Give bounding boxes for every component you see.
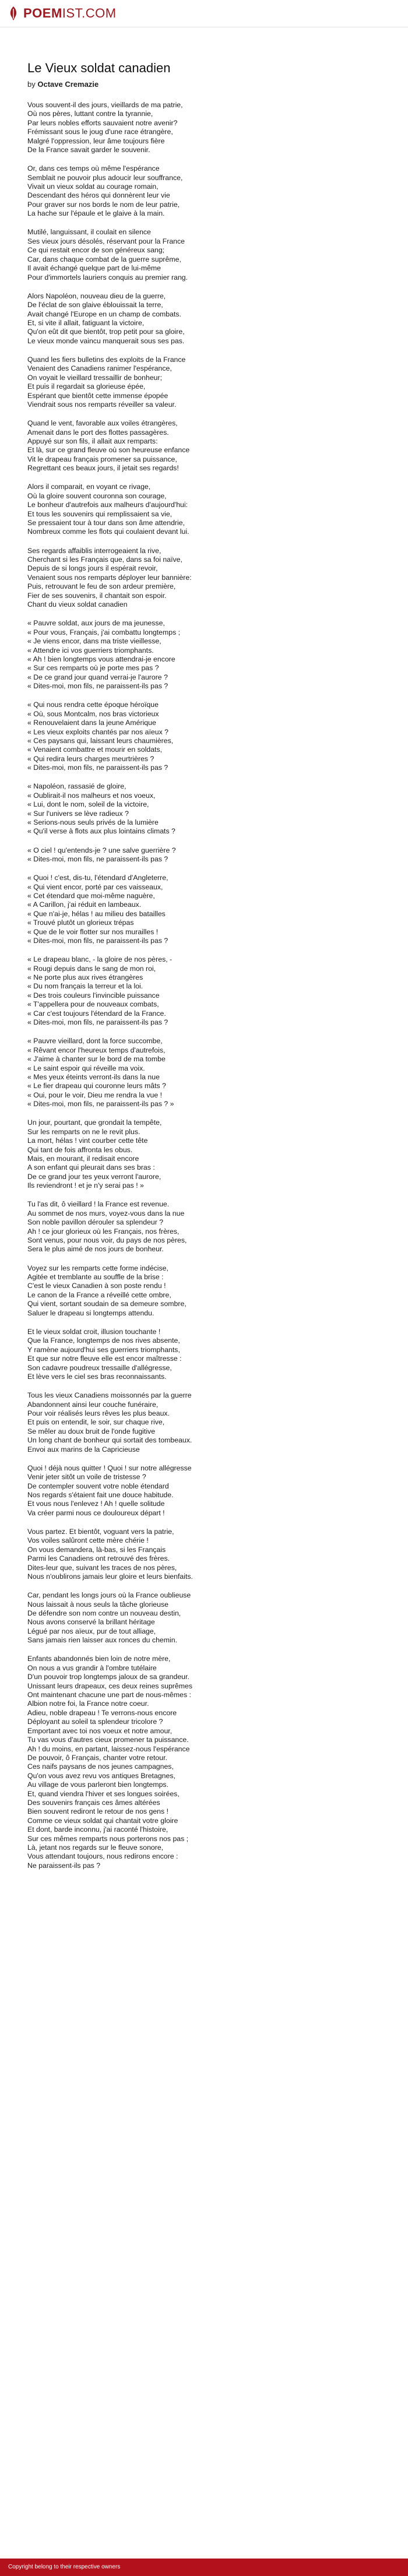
poem-line: Ces naifs paysans de nos jeunes campagnes, <box>27 1762 174 1771</box>
poem-line: « Ne porte plus aux rives étrangères <box>27 973 143 982</box>
poem-line: Légué par nos aïeux, pur de tout alliage, <box>27 1627 156 1635</box>
poem-title: Le Vieux soldat canadien <box>27 61 171 75</box>
poem-line: « Je viens encor, dans ma triste vieillesse, <box>27 637 161 646</box>
poem-line: De défendre son nom contre un nouveau destin, <box>27 1609 181 1618</box>
poem-line: Saluer le drapeau si longtemps attendu. <box>27 1308 154 1317</box>
poem-author[interactable]: Octave Cremazie <box>37 80 99 89</box>
poem-line: Quoi ! déjà nous quitter ! Quoi ! sur notre allégresse <box>27 1463 192 1472</box>
poem-line: Unissant leurs drapeaux, ces deux reines suprêmes <box>27 1681 192 1690</box>
poem-line: « Qui vient encor, porté par ces vaisseaux, <box>27 882 163 891</box>
poem-line: Ils reviendront ! et je n'y serai pas ! » <box>27 1181 144 1190</box>
poem-line: De contempler souvent votre noble étendard <box>27 1481 169 1490</box>
poem-stanza <box>27 356 377 409</box>
poem-line: « Serions-nous seuls privés de la lumière <box>27 818 159 826</box>
logo-text-bold: POEM <box>23 6 62 20</box>
poem-line: « Le drapeau blanc, - la gloire de nos pères, - <box>27 955 173 964</box>
poem-line: « Cet étendard que moi-même naguère, <box>27 892 155 900</box>
poem-line: Abandonnent ainsi leur couche funéraire, <box>27 1400 159 1409</box>
poem-line: Venaient sous nos remparts déployer leur bannière: <box>27 573 192 582</box>
poem-line: Vous partez. Et bientôt, voguant vers la patrie, <box>27 1527 174 1536</box>
poem-line: Adieu, noble drapeau ! Te verrons-nous encore <box>27 1708 177 1717</box>
poem-stanza <box>27 1037 377 1108</box>
poem-line: Ah ! du moins, en partant, laissez-nous l'espérance <box>27 1744 190 1753</box>
poem-line: Un jour, pourtant, que grondait la tempête, <box>27 1118 162 1127</box>
poem-stanza <box>27 1655 377 1870</box>
poem-line: Qu'on vous avez revu vos antiques Bretagnes, <box>27 1771 175 1780</box>
poem-stanza <box>27 1200 377 1254</box>
poem-line: Son noble pavillon dérouler sa splendeur ? <box>27 1218 164 1227</box>
poem-line: Se pressaient tour à tour dans son âme attendrie, <box>27 519 185 527</box>
poem-body <box>27 101 377 1870</box>
poem-line: Emportant avec toi nos voeux et notre amour, <box>27 1726 173 1735</box>
poem-stanza <box>27 955 377 1027</box>
poem-line: Frémissant sous le joug d'une race étrangère, <box>27 128 173 136</box>
poem-line: Enfants abandonnés bien loin de notre mère, <box>27 1655 171 1663</box>
poem-line: « Où, sous Montcalm, nos bras victorieux <box>27 709 159 718</box>
poem-line: Puis, retrouvant le feu de son ardeur première, <box>27 582 176 591</box>
poem-line: Son cadavre poudreux tressaille d'allégresse, <box>27 1363 172 1372</box>
poem-line: Nous laissait à nous seuls la tâche glorieuse <box>27 1600 168 1609</box>
poem-line: « Pauvre vieillard, dont la force succombe, <box>27 1037 163 1046</box>
poem-line: « Qu'il verse à flots aux plus lointains climats ? <box>27 827 175 836</box>
poem-stanza <box>27 846 377 864</box>
poem-line: « Oublirait-il nos malheurs et nos voeux, <box>27 791 156 800</box>
poem-line: Pour graver sur nos bords le nom de leur patrie, <box>27 200 180 209</box>
poem-line: Le vieux monde vaincu manquerait sous ses pas. <box>27 336 185 345</box>
poem-line: Ah ! ce jour glorieux où les Français, nos frères, <box>27 1227 180 1236</box>
poem-line: Malgré l'oppression, leur âme toujours fière <box>27 136 165 145</box>
poem-stanza <box>27 228 377 281</box>
poem-line: Et dont, barde inconnu, j'ai raconté l'histoire, <box>27 1825 168 1834</box>
poem-line: Où nos pères, luttant contre la tyrannie, <box>27 110 153 118</box>
poem-stanza <box>27 483 377 536</box>
site-logo[interactable] <box>7 6 117 21</box>
poem-line: Là, jetant nos regards sur le fleuve sonore, <box>27 1843 164 1852</box>
poem-line: « A Carillon, j'ai réduit en lambeaux. <box>27 900 142 909</box>
poem-line: Au sommet de nos murs, voyez-vous dans la nue <box>27 1209 185 1217</box>
poem-line: « Le fier drapeau qui couronne leurs mâts ? <box>27 1082 166 1090</box>
poem-line: « T'appellera pour de nouveaux combats, <box>27 1000 159 1009</box>
poem-line: « Dites-moi, mon fils, ne paraissent-ils pas ? <box>27 682 168 691</box>
poem-line: Vous souvent-il des jours, vieillards de ma patrie, <box>27 101 183 109</box>
poem-line: Quand le vent, favorable aux voiles étrangères, <box>27 419 178 428</box>
poem-line: Par leurs nobles efforts sauvaient notre avenir? <box>27 118 178 127</box>
poem-line: « Renouvelaient dans la jeune Amérique <box>27 719 156 727</box>
poem-line: Nos regards s'étaient fait une douce habitude. <box>27 1490 174 1499</box>
poem-line: « Les vieux exploits chantés par nos aïeux ? <box>27 727 168 736</box>
poem-stanza <box>27 292 377 346</box>
poem-line: « Car c'est toujours l'étendard de la France. <box>27 1009 166 1018</box>
poem-line: « Pauvre soldat, aux jours de ma jeunesse, <box>27 619 165 628</box>
poem-content <box>27 61 377 1880</box>
poem-line: Alors il comparait, en voyant ce rivage, <box>27 483 151 491</box>
poem-line: On nous a vus grandir à l'ombre tutélaire <box>27 1663 157 1672</box>
poem-line: « Ah ! bien longtemps vous attendrai-je encore <box>27 654 175 663</box>
poem-line: Il avait échangé quelque part de lui-même <box>27 264 161 273</box>
poem-line: Et là, sur ce grand fleuve où son heureuse enfance <box>27 446 190 455</box>
poem-line: Ont maintenant chacune une part de nous-mêmes : <box>27 1691 191 1699</box>
poem-line: Vivait un vieux soldat au courage romain, <box>27 182 159 191</box>
poem-line: « De ce grand jour quand verrai-je l'aurore ? <box>27 673 168 681</box>
poem-line: De ce grand jour tes yeux verront l'aurore, <box>27 1172 161 1181</box>
poem-line: « Attendre ici vos guerriers triomphants. <box>27 646 154 654</box>
poem-line: Un long chant de bonheur qui sortait des tombeaux. <box>27 1436 192 1445</box>
poem-line: Nous avons conservé la brillant héritage <box>27 1618 155 1627</box>
poem-line: Et que sur notre fleuve elle est encor maîtresse : <box>27 1354 182 1363</box>
poem-stanza <box>27 1264 377 1318</box>
poem-stanza <box>27 874 377 945</box>
poem-line: Car, pendant les longs jours où la France oublieuse <box>27 1591 191 1600</box>
poem-line: De pouvoir, ô Français, chanter votre retour. <box>27 1753 167 1762</box>
poem-line: « Des trois couleurs l'invincible puissance <box>27 991 160 1000</box>
poem-stanza <box>27 1528 377 1581</box>
poem-line: Car, dans chaque combat de la guerre suprême, <box>27 255 181 263</box>
poem-line: Le canon de la France a réveillé cette ombre, <box>27 1290 171 1299</box>
poem-line: Qu'on eût dit que bientôt, trop petit pour sa gloire, <box>27 328 185 336</box>
poem-line: Venir jeter sitôt un voile de tristesse ? <box>27 1473 146 1481</box>
by-label: by <box>27 80 36 89</box>
poem-stanza <box>27 1591 377 1645</box>
poem-line: Ses vieux jours désolés, réservant pour la France <box>27 237 185 245</box>
poem-line: Semblait ne pouvoir plus adoucir leur souffrance, <box>27 173 183 182</box>
poem-line: Dites-leur que, suivant les traces de nos pères, <box>27 1563 177 1572</box>
poem-line: Appuyé sur son fils, il allait aux remparts: <box>27 437 158 445</box>
poem-line: « Pour vous, Français, j'ai combattu longtemps ; <box>27 628 181 636</box>
poem-line: Albion notre foi, la France notre coeur. <box>27 1699 149 1708</box>
poem-line: Sont venus, pour nous voir, du pays de nos pères, <box>27 1236 187 1245</box>
poem-line: « Dites-moi, mon fils, ne paraissent-ils pas ? <box>27 937 168 945</box>
logo-text-thin: IST.COM <box>62 6 117 20</box>
poem-line: Sur les remparts on ne le revit plus. <box>27 1127 140 1136</box>
poem-line: « Qui redira leurs charges meurtrières ? <box>27 754 154 763</box>
poem-line: Où la gloire souvent couronna son courage, <box>27 491 167 500</box>
poem-line: Tous les vieux Canadiens moissonnés par la guerre <box>27 1391 192 1400</box>
poem-line: « Ces paysans qui, laissant leurs chaumières, <box>27 736 174 745</box>
poem-line: Fier de ses souvenirs, il chantait son espoir. <box>27 591 167 600</box>
poem-line: Comme ce vieux soldat qui chantait votre gloire <box>27 1816 178 1825</box>
poem-stanza <box>27 701 377 772</box>
poem-line: « Venaient combattre et mourir en soldats, <box>27 745 163 754</box>
quill-pen-icon <box>7 6 20 21</box>
poem-stanza <box>27 101 377 154</box>
poem-line: « O ciel ! qu'entends-je ? une salve guerrière ? <box>27 846 176 854</box>
poem-stanza <box>27 419 377 473</box>
poem-line: Nombreux comme les flots qui coulaient devant lui. <box>27 527 189 536</box>
poem-line: Et, si vite il allait, fatiguant la victoire, <box>27 318 145 327</box>
poem-line: Et le vieux soldat croit, illusion touchante ! <box>27 1327 161 1336</box>
poem-line: Se mêler au doux bruit de l'onde fugitive <box>27 1427 156 1435</box>
poem-line: Pour voir réalisés leurs rêves les plus beaux. <box>27 1409 170 1417</box>
poem-line: Va créer parmi nous ce douloureux départ ! <box>27 1508 165 1517</box>
poem-line: Sans jamais rien laisser aux ronces du chemin. <box>27 1636 177 1645</box>
poem-line: Le bonheur d'autrefois aux malheurs d'aujourd'hui: <box>27 501 188 509</box>
poem-line: Chant du vieux soldat canadien <box>27 600 128 609</box>
poem-line: « Sur ces remparts où je porte mes pas ? <box>27 664 159 673</box>
poem-line: « Dites-moi, mon fils, ne paraissent-ils pas ? » <box>27 1100 174 1108</box>
poem-line: « Quoi ! c'est, dis-tu, l'étendard d'Angleterre, <box>27 874 168 882</box>
poem-line: Avait changé l'Europe en un champ de combats. <box>27 309 181 318</box>
poem-line: Depuis de si longs jours il espérait revoir, <box>27 564 158 573</box>
poem-stanza <box>27 1328 377 1381</box>
poem-line: « Dites-moi, mon fils, ne paraissent-ils pas ? <box>27 763 168 772</box>
poem-line: A son enfant qui pleurait dans ses bras : <box>27 1163 155 1172</box>
poem-line: Mais, en mourant, il redisait encore <box>27 1154 139 1163</box>
poem-line: « Dites-moi, mon fils, ne paraissent-ils pas ? <box>27 1018 168 1027</box>
poem-line: Au village de vous parleront bien longtemps. <box>27 1780 168 1789</box>
poem-line: Et tous les souvenirs qui remplissaient sa vie, <box>27 509 173 518</box>
poem-byline <box>27 79 377 89</box>
poem-line: Alors Napoléon, nouveau dieu de la guerre, <box>27 291 166 300</box>
poem-line: C'est le vieux Canadien à son poste rendu ! <box>27 1282 166 1290</box>
poem-stanza <box>27 1118 377 1190</box>
poem-line: « Napoléon, rassasié de gloire, <box>27 782 126 791</box>
poem-line: Amenait dans le port des flottes passagères. <box>27 428 169 437</box>
poem-line: Agitée et tremblante au souffle de la brise : <box>27 1273 164 1282</box>
poem-line: Mutilé, languissant, il coulait en silence <box>27 228 151 237</box>
poem-line: « Mes yeux éteints verront-ils dans la nue <box>27 1072 160 1081</box>
poem-line: Voyez sur les remparts cette forme indécise, <box>27 1264 168 1272</box>
poem-line: Pour d'immortels lauriers conquis au premier rang. <box>27 273 188 281</box>
poem-line: Vos voiles salûront cette mère chérie ! <box>27 1536 149 1545</box>
poem-line: Et lève vers le ciel ses bras reconnaissants. <box>27 1372 167 1381</box>
poem-line: Viendrait sous nos remparts réveiller sa valeur. <box>27 400 177 409</box>
poem-line: Et vous nous l'enlevez ! Ah ! quelle solitude <box>27 1500 165 1508</box>
poem-line: Ce qui restait encor de son généreux sang; <box>27 246 165 255</box>
poem-line: Descendant des héros qui donnèrent leur vie <box>27 191 170 200</box>
poem-line: Vous attendant toujours, nous redirons encore : <box>27 1852 178 1861</box>
poem-line: Sur ces mêmes remparts nous porterons nos pas ; <box>27 1834 189 1843</box>
poem-line: D'un pouvoir trop longtemps jaloux de sa grandeur. <box>27 1673 189 1681</box>
poem-line: Or, dans ces temps où même l'espérance <box>27 164 160 173</box>
poem-line: Parmi les Canadiens ont retrouvé des frères. <box>27 1554 170 1563</box>
poem-stanza <box>27 547 377 610</box>
poem-line: Venaient des Canadiens ranimer l'espérance, <box>27 364 172 373</box>
poem-line: La hache sur l'épaule et le glaive à la main. <box>27 209 165 218</box>
poem-stanza <box>27 782 377 836</box>
poem-line: Déployant au soleil ta splendeur tricolore ? <box>27 1718 163 1726</box>
poem-line: Des souvenirs français ces âmes altérées <box>27 1798 160 1807</box>
poem-line: « Dites-moi, mon fils, ne paraissent-ils pas ? <box>27 855 168 864</box>
poem-line: De l'éclat de son glaive éblouissait la terre, <box>27 301 163 309</box>
site-footer <box>0 2559 408 2576</box>
poem-line: Que la France, longtemps de nos rives absente, <box>27 1336 180 1345</box>
poem-line: Tu l'as dit, ô vieillard ! la France est revenue. <box>27 1200 170 1209</box>
poem-line: Ne paraissent-ils pas ? <box>27 1861 101 1870</box>
poem-stanza <box>27 1391 377 1454</box>
poem-line: Et puis il regardait sa glorieuse épée, <box>27 382 146 391</box>
poem-line: Vit le drapeau français promener sa puissance, <box>27 455 177 463</box>
poem-stanza <box>27 619 377 691</box>
poem-line: On voyait le vieillard tressaillir de bonheur; <box>27 373 163 382</box>
poem-line: « Le saint espoir qui réveille ma voix. <box>27 1064 145 1072</box>
poem-line: « Du nom français la terreur et la loi. <box>27 982 143 991</box>
poem-line: « Lui, dont le nom, soleil de la victoire, <box>27 800 149 809</box>
poem-line: Cherchant si les Français que, dans sa foi naïve, <box>27 555 182 564</box>
poem-line: On vous demandera, là-bas, si les Français <box>27 1545 166 1554</box>
poem-line: « Rougi depuis dans le sang de mon roi, <box>27 964 156 973</box>
poem-stanza <box>27 1464 377 1518</box>
poem-line: « J'aime à chanter sur le bord de ma tombe <box>27 1055 166 1064</box>
poem-line: Bien souvent rediront le retour de nos gens ! <box>27 1807 168 1816</box>
poem-line: Nous n'oublirons jamais leur gloire et leurs bienfaits. <box>27 1572 193 1581</box>
poem-line: La mort, hélas ! vint courber cette tête <box>27 1136 148 1145</box>
poem-line: Qui tant de fois affronta les obus. <box>27 1145 133 1154</box>
poem-line: « Sur l'univers se lève radieux ? <box>27 809 129 818</box>
poem-line: Et, quand viendra l'hiver et ses longues soirées, <box>27 1789 180 1798</box>
poem-line: De la France savait garder le souvenir. <box>27 146 150 154</box>
poem-line: Regrettant ces beaux jours, il jetait ses regards! <box>27 464 179 473</box>
site-header <box>0 0 408 27</box>
poem-line: Et puis on entendit, le soir, sur chaque rive, <box>27 1418 165 1427</box>
poem-stanza <box>27 164 377 218</box>
poem-line: Ses regards affaiblis interrogeaient la rive, <box>27 546 161 555</box>
poem-line: « Oui, pour le voir, Dieu me rendra la vue ! <box>27 1090 163 1099</box>
poem-line: Envoi aux marins de la Capricieuse <box>27 1445 140 1454</box>
poem-line: Espérant que bientôt cette immense épopée <box>27 391 168 400</box>
poem-line: « Trouvé plutôt un glorieux trépas <box>27 919 134 927</box>
poem-line: « Que de le voir flotter sur nos murailles ! <box>27 927 159 936</box>
logo-wordmark <box>23 6 117 21</box>
poem-line: « Rêvant encor l'heureux temps d'autrefois, <box>27 1046 166 1054</box>
poem-line: Quand les fiers bulletins des exploits de la France <box>27 355 186 364</box>
poem-line: « Qui nous rendra cette époque héroïque <box>27 701 159 709</box>
poem-line: Qui vient, sortant soudain de sa demeure sombre, <box>27 1300 187 1308</box>
poem-line: Sera le plus aimé de nos jours de bonheur. <box>27 1245 164 1254</box>
copyright-text: Copyright belong to their respective owners <box>8 2564 121 2570</box>
poem-line: Tu vas vous d'autres cieux promener ta puissance. <box>27 1736 189 1744</box>
poem-line: « Que n'ai-je, hélas ! au milieu des batailles <box>27 909 166 918</box>
poem-line: Y ramène aujourd'hui ses guerriers triomphants, <box>27 1345 180 1354</box>
